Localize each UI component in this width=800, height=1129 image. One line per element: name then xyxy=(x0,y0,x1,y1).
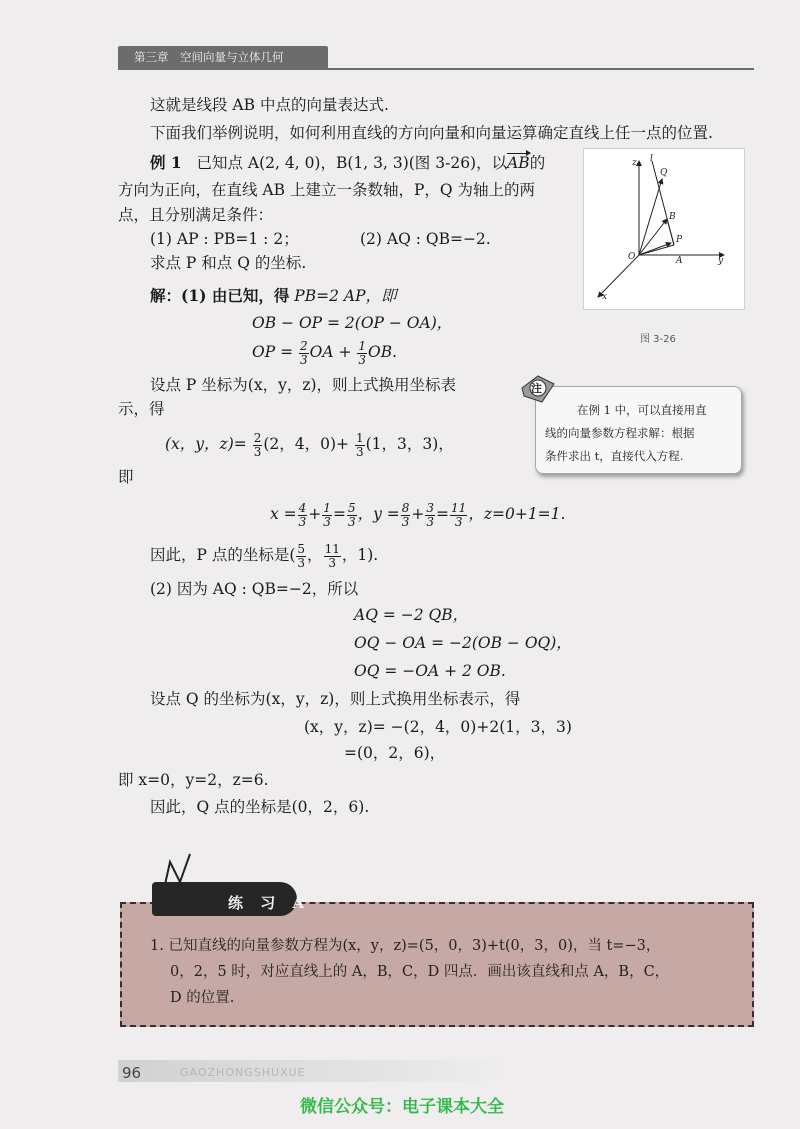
equation-4 xyxy=(165,432,454,458)
note-line-1: 在例 1 中，可以直接用直 xyxy=(577,403,707,417)
q-line-3: 即 x=0，y=2，z=6. xyxy=(118,771,269,789)
frac-den: 3 xyxy=(401,514,410,529)
equation-3 xyxy=(252,340,397,366)
eq4-term-2: (1，3，3)， xyxy=(365,435,454,454)
example-label: 例 1 xyxy=(150,153,182,172)
running-footer: GAOZHONGSHUXUE xyxy=(180,1066,306,1079)
frac-num: 5 xyxy=(297,542,306,556)
frac-num: 11 xyxy=(324,542,340,556)
q-result: 因此，Q 点的坐标是(0，2，6). xyxy=(150,798,370,816)
example-text-end: 的 xyxy=(529,154,546,172)
q-line-1: (2) 因为 AQ : QB=−2，所以 xyxy=(150,580,359,598)
note-line-3: 条件求出 t，直接代入方程. xyxy=(545,449,684,463)
fraction xyxy=(357,340,367,366)
frac-num: 1 xyxy=(358,339,367,353)
frac-den: 3 xyxy=(300,352,308,367)
label-p: P xyxy=(676,235,683,245)
fraction xyxy=(322,502,332,528)
q-line-2: 设点 Q 的坐标为(x，y，z)，则上式换用坐标表示，得 xyxy=(150,690,521,708)
example-text: 已知点 A(2, 4, 0)，B(1, 3, 3)(图 3-26)，以 xyxy=(196,154,508,172)
frac-den: 3 xyxy=(358,352,367,367)
intro-line-2: 下面我们举例说明，如何利用直线的方向向量和向量运算确定直线上任一点的位置. xyxy=(150,124,713,142)
fraction xyxy=(253,432,263,458)
ji-word: 即 xyxy=(118,468,134,486)
exercise-title: 练 习 A xyxy=(228,894,311,912)
frac-den: 3 xyxy=(347,514,356,529)
paragraph-p-2: 示，得 xyxy=(118,400,165,418)
label-b: B xyxy=(669,212,676,222)
example-question: 求点 P 和点 Q 的坐标. xyxy=(150,254,307,272)
example-statement-line-2: 方向为正向，在直线 AB 上建立一条数轴，P，Q 为轴上的两 xyxy=(118,181,536,199)
chapter-title: 第三章 空间向量与立体几何 xyxy=(134,50,284,64)
frac-den: 3 xyxy=(454,514,463,529)
frac-num: 4 xyxy=(298,501,307,515)
eq4-left: (x，y，z)= xyxy=(165,435,247,454)
q-equation-1: AQ = −2 QB， xyxy=(354,606,469,624)
eq5-x: x = xyxy=(270,505,297,524)
frac-num: 1 xyxy=(355,431,364,445)
eq3-term-1: OA + xyxy=(309,343,352,362)
figure-caption: 图 3-26 xyxy=(640,334,676,345)
q-equation-4: (x，y，z)= −(2，4，0)+2(1，3，3) xyxy=(304,718,572,736)
frac-den: 3 xyxy=(297,555,306,570)
frac-num: 1 xyxy=(323,501,331,515)
frac-den: 3 xyxy=(298,514,307,529)
q-equation-3: OQ = −OA + 2 OB. xyxy=(354,662,506,680)
note-tag: 注 xyxy=(531,382,542,395)
example-statement-line-3: 点，且分别满足条件： xyxy=(118,206,274,224)
segment-ab xyxy=(667,219,674,245)
equation-5 xyxy=(270,502,565,528)
page-number: 96 xyxy=(122,1064,142,1082)
intro-line-1: 这就是线段 AB 中点的向量表达式. xyxy=(150,96,389,114)
vector-ab: AB xyxy=(507,154,530,172)
frac-num: 11 xyxy=(451,501,467,515)
fraction xyxy=(324,543,341,569)
equation-2: OB − OP = 2(OP − OA)， xyxy=(252,314,453,332)
frac-den: 3 xyxy=(355,444,364,459)
chapter-header xyxy=(118,46,328,68)
label-x: x xyxy=(602,292,608,302)
eq3-left: OP = xyxy=(252,343,294,362)
fraction xyxy=(425,502,435,528)
frac-den: 3 xyxy=(426,514,435,529)
footer-bar xyxy=(118,1060,508,1082)
solution-eq-1: PB=2 AP，即 xyxy=(294,287,397,305)
p-result-end: ，1). xyxy=(341,546,379,565)
label-z: z xyxy=(632,158,637,168)
label-q: Q xyxy=(660,168,668,178)
p-result: 因此，P 点的坐标是( $\frac{5}{3}$ ， $\frac{11}{3}$ ，1). xyxy=(150,542,379,570)
q-equation-5: =(0，2，6)， xyxy=(344,744,446,762)
solution-intro: 解：(1) 由已知，得 xyxy=(150,286,290,305)
label-o: O xyxy=(628,252,636,262)
plus: + xyxy=(411,505,425,524)
condition-1: (1) AP : PB=1 : 2； xyxy=(150,230,299,248)
frac-num: 2 xyxy=(253,431,262,445)
plus: + xyxy=(308,505,322,524)
exercise-line-1: 1. 已知直线的向量参数方程为(x，y，z)=(5，0，3)+t(0，3，0)，当 t=−3， xyxy=(150,938,661,954)
q-equation-2: OQ − OA = −2(OB − OQ)， xyxy=(354,634,572,652)
paragraph-p-1: 设点 P 坐标为(x，y，z)，则上式换用坐标表 xyxy=(150,376,457,394)
p-result-text: 因此，P 点的坐标是( xyxy=(150,546,296,565)
figure-3-26 xyxy=(583,148,745,310)
condition-2: (2) AQ : QB=−2. xyxy=(360,230,491,248)
fraction xyxy=(299,340,309,366)
fraction xyxy=(298,502,308,528)
label-a: A xyxy=(676,256,683,266)
fraction xyxy=(347,502,357,528)
exercise-line-3: D 的位置. xyxy=(170,990,235,1006)
equals: = xyxy=(332,505,346,524)
frac-den: 3 xyxy=(323,514,331,529)
vector-oa xyxy=(639,245,674,255)
frac-den: 3 xyxy=(328,555,337,570)
eq4-term-1: (2，4，0)+ xyxy=(263,435,349,454)
figure-diagram xyxy=(584,149,744,309)
watermark-text: 微信公众号：电子课本大全 xyxy=(300,1097,504,1117)
fraction xyxy=(401,502,411,528)
example-statement-line-1 xyxy=(150,155,545,172)
fraction xyxy=(355,432,365,458)
frac-den: 3 xyxy=(253,444,262,459)
note-line-2: 线的向量参数方程求解：根据 xyxy=(545,426,695,440)
equals: = xyxy=(436,505,450,524)
fraction xyxy=(296,543,306,569)
eq5-y: ，y = xyxy=(357,505,400,524)
vector-oq xyxy=(639,179,662,255)
frac-num: 2 xyxy=(300,339,308,353)
eq3-term-2: OB. xyxy=(368,343,398,362)
label-l: l xyxy=(650,154,653,164)
header-rule xyxy=(118,68,754,70)
frac-num: 3 xyxy=(426,501,435,515)
frac-num: 5 xyxy=(347,501,356,515)
frac-num: 8 xyxy=(401,501,410,515)
label-y: y xyxy=(718,256,724,266)
fraction xyxy=(450,502,467,528)
solution-line-1 xyxy=(150,288,397,305)
exercise-line-2: 0，2，5 时，对应直线上的 A，B，C，D 四点．画出该直线和点 A，B，C， xyxy=(170,964,670,980)
eq5-z: ，z=0+1=1. xyxy=(468,505,566,524)
